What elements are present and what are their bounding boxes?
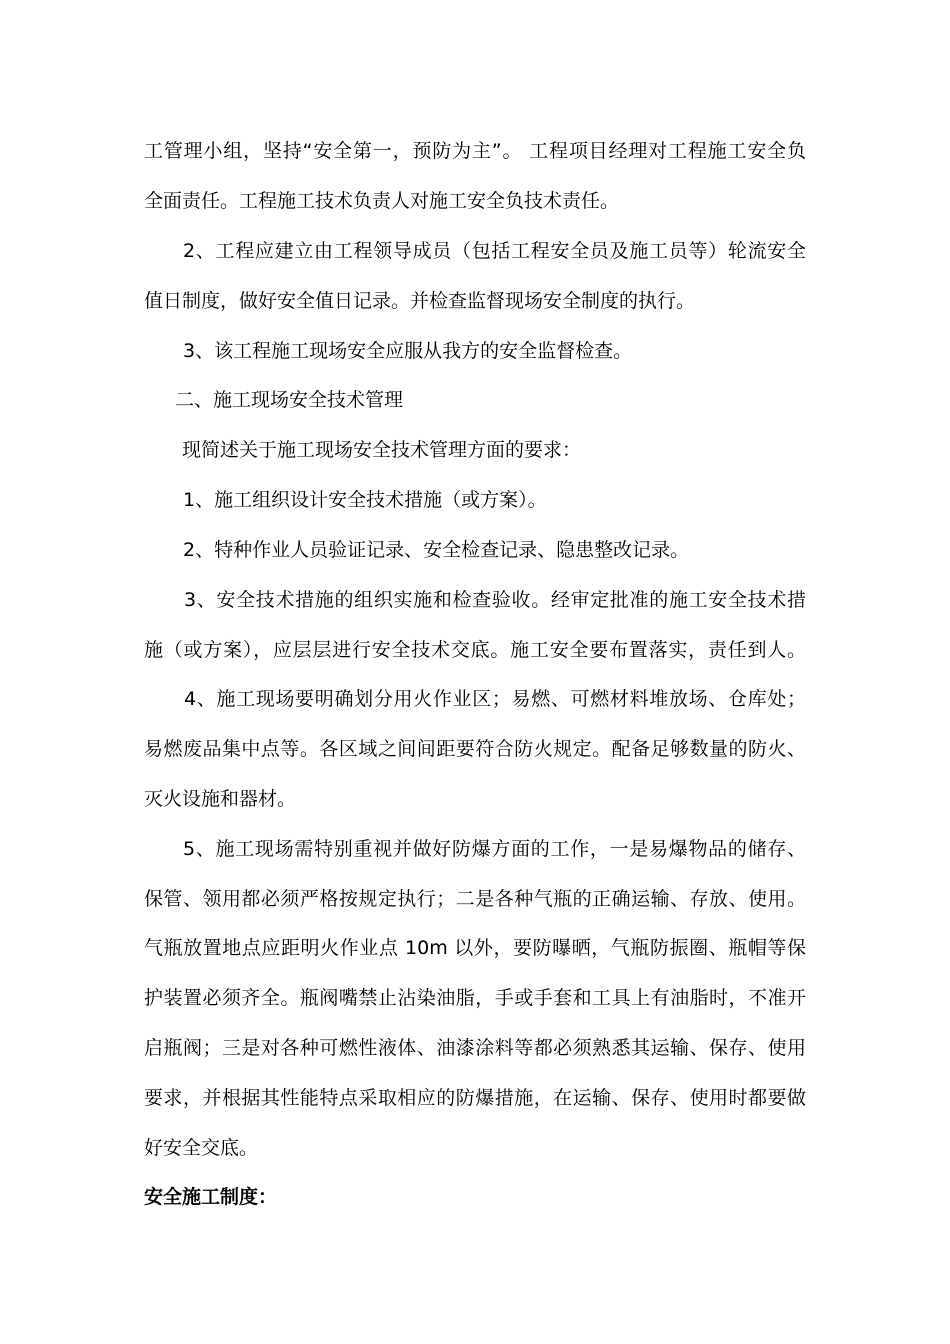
paragraph-line: 5、施工现场需特别重视并做好防爆方面的工作，一是易爆物品的储存、 — [183, 838, 806, 860]
paragraph-line: 启瓶阀；三是对各种可燃性液体、油漆涂料等都必须熟悉其运输、保存、使用 — [144, 1037, 806, 1059]
paragraph-line: 1、施工组织设计安全技术措施（或方案）。 — [183, 489, 547, 511]
paragraph-line: 气瓶放置地点应距明火作业点 10m 以外，要防曝晒，气瓶防振圈、瓶帽等保 — [144, 937, 806, 959]
paragraph-line: 现简述关于施工现场安全技术管理方面的要求： — [182, 439, 582, 461]
paragraph-line: 全面责任。工程施工技术负责人对施工安全负技术责任。 — [144, 190, 620, 212]
paragraph-line: 要求，并根据其性能特点采取相应的防爆措施，在运输、保存、使用时都要做 — [144, 1087, 806, 1109]
paragraph-line: 值日制度，做好安全值日记录。并检查监督现场安全制度的执行。 — [144, 290, 696, 312]
paragraph-line: 4、施工现场要明确划分用火作业区；易燃、可燃材料堆放场、仓库处； — [184, 688, 806, 710]
paragraph-line: 2、特种作业人员验证记录、安全检查记录、隐患整改记录。 — [183, 539, 690, 561]
paragraph-line: 2、工程应建立由工程领导成员（包括工程安全员及施工员等）轮流安全 — [183, 240, 806, 262]
paragraph-line: 易燃废品集中点等。各区域之间间距要符合防火规定。配备足够数量的防火、 — [144, 738, 806, 760]
paragraph-line: 护装置必须齐全。瓶阀嘴禁止沾染油脂，手或手套和工具上有油脂时，不准开 — [144, 987, 806, 1009]
paragraph-line: 灭火设施和器材。 — [144, 788, 297, 810]
paragraph-line: 3、安全技术措施的组织实施和检查验收。经审定批准的施工安全技术措 — [184, 589, 806, 611]
section-heading: 安全施工制度： — [144, 1186, 278, 1208]
paragraph-line: 工管理小组，坚持“安全第一，预防为主”。 工程项目经理对工程施工安全负 — [144, 140, 806, 162]
section-heading: 二、施工现场安全技术管理 — [175, 389, 404, 411]
paragraph-line: 3、该工程施工现场安全应服从我方的安全监督检查。 — [183, 340, 633, 362]
paragraph-line: 好安全交底。 — [144, 1137, 259, 1159]
paragraph-line: 保管、领用都必须严格按规定执行；二是各种气瓶的正确运输、存放、使用。 — [144, 888, 806, 910]
paragraph-line: 施（或方案），应层层进行安全技术交底。施工安全要布置落实，责任到人。 — [144, 639, 806, 661]
